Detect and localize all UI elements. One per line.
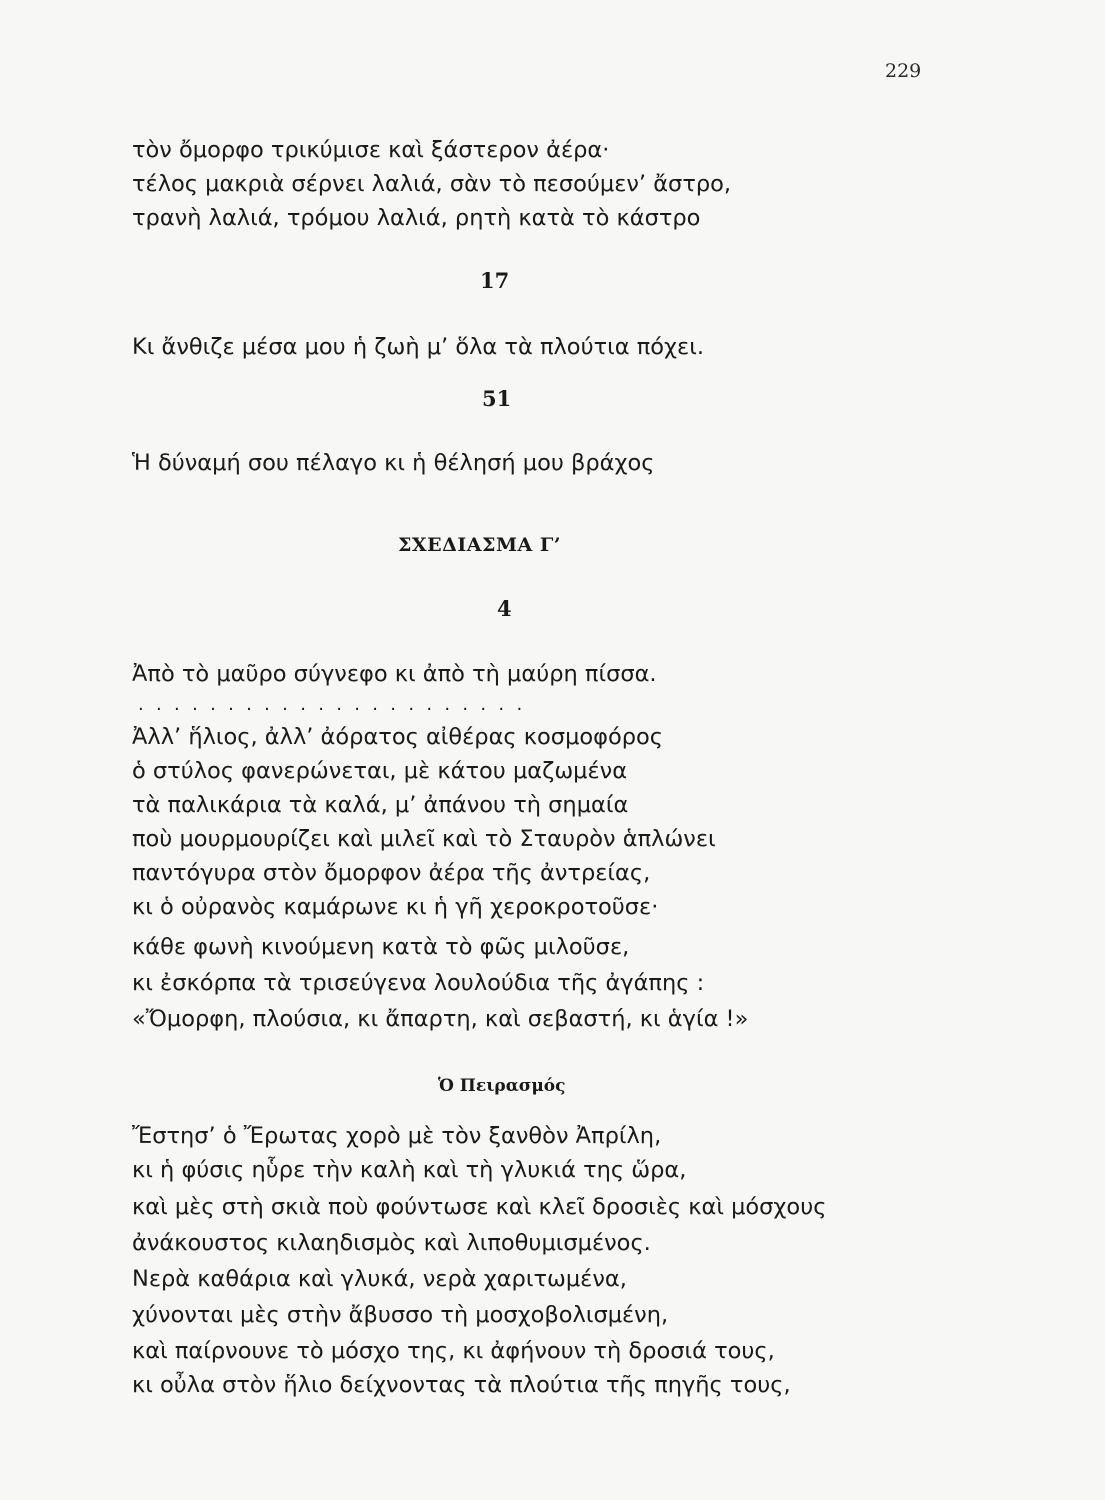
poem-line: τρανὴ λαλιά, τρόμου λαλιά, ρητὴ κατὰ τὸ κάστρο [132, 205, 701, 231]
poem-line: Νερὰ καθάρια καὶ γλυκά, νερὰ χαριτωμένα, [132, 1266, 627, 1292]
fragment-number-17: 17 [480, 268, 510, 293]
section-title-schediasma: ΣΧΕΔΙΑΣΜΑ Γ’ [398, 534, 561, 556]
poem-line: κι ἐσκόρπα τὰ τρισεύγενα λουλούδια τῆς ἀγάπης : [132, 970, 705, 996]
poem-line: Ἡ δύναμή σου πέλαγο κι ἡ θέλησή μου βράχος [132, 450, 655, 476]
poem-line: τέλος μακριὰ σέρνει λαλιά, σὰν τὸ πεσούμεν’ ἄστρο, [132, 171, 732, 197]
poem-line: κάθε φωνὴ κινούμενη κατὰ τὸ φῶς μιλοῦσε, [132, 934, 630, 960]
poem-line: ἀνάκουστος κιλαηδισμὸς καὶ λιποθυμισμένος. [132, 1230, 651, 1256]
poem-line: κι οὖλα στὸν ἥλιο δείχνοντας τὰ πλούτια τῆς πηγῆς τους, [132, 1372, 791, 1398]
poem-line: «Ὄμορφη, πλούσια, κι ἄπαρτη, καὶ σεβαστή, κι ἁγία !» [132, 1006, 749, 1032]
ellipsis-row: ...................... [138, 694, 535, 715]
poem-line: καὶ παίρνουνε τὸ μόσχο της, κι ἀφήνουν τὴ δροσιά τους, [132, 1338, 775, 1364]
poem-line: ποὺ μουρμουρίζει καὶ μιλεῖ καὶ τὸ Σταυρὸν ἁπλώνει [132, 826, 716, 852]
poem-line: Ἀπὸ τὸ μαῦρο σύγνεφο κι ἀπὸ τὴ μαύρη πίσσα. [132, 661, 657, 687]
poem-line: Κι ἄνθιζε μέσα μου ἡ ζωὴ μ’ ὅλα τὰ πλούτια πόχει. [132, 334, 704, 360]
poem-line: τὰ παλικάρια τὰ καλά, μ’ ἀπάνου τὴ σημαία [132, 792, 629, 818]
fragment-number-51: 51 [482, 386, 512, 411]
poem-line: Ἀλλ’ ἥλιος, ἀλλ’ ἀόρατος αἰθέρας κοσμοφόρος [132, 724, 664, 750]
poem-line: Ἔστησ’ ὁ Ἔρωτας χορὸ μὲ τὸν ξανθὸν Ἀπρίλη, [132, 1123, 662, 1149]
poem-line: κι ὁ οὐρανὸς καμάρωνε κι ἡ γῆ χεροκροτοῦσε· [132, 894, 659, 920]
poem-line: χύνονται μὲς στὴν ἄβυσσο τὴ μοσχοβολισμένη, [132, 1302, 669, 1328]
fragment-number-4: 4 [497, 596, 512, 621]
poem-line: τὸν ὄμορφο τρικύμισε καὶ ξάστερον ἀέρα· [132, 137, 610, 163]
section-title-peirasmos: Ὁ Πειρασμός [438, 1076, 566, 1096]
poem-line: κι ἡ φύσις ηὗρε τὴν καλὴ καὶ τὴ γλυκιά της ὥρα, [132, 1157, 687, 1183]
poem-line: παντόγυρα στὸν ὄμορφον ἀέρα τῆς ἀντρείας, [132, 860, 651, 886]
poem-line: καὶ μὲς στὴ σκιὰ ποὺ φούντωσε καὶ κλεῖ δροσιὲς καὶ μόσχους [132, 1194, 827, 1220]
poem-line: ὁ στύλος φανερώνεται, μὲ κάτου μαζωμένα [132, 758, 628, 784]
page-number: 229 [885, 60, 922, 82]
